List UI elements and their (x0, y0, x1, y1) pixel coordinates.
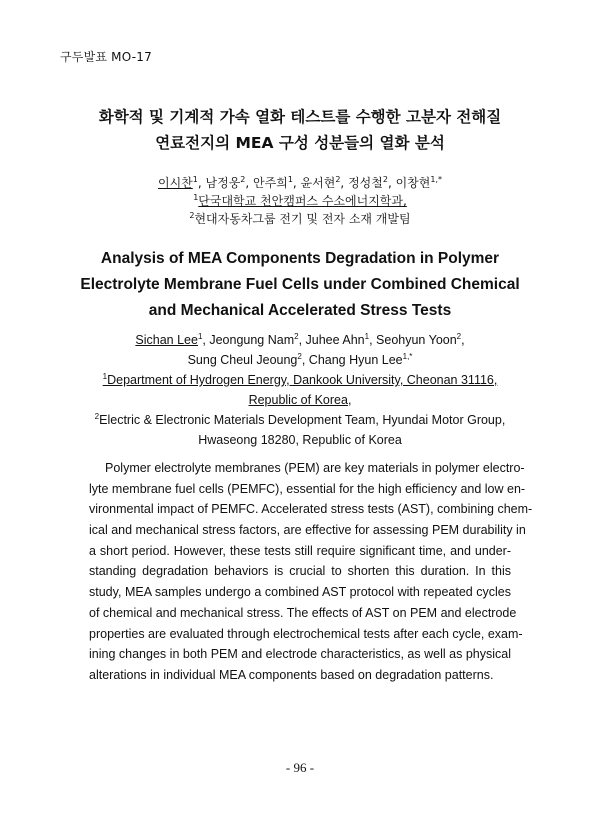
affiliation-text: Republic of Korea (248, 393, 348, 407)
session-label: 구두발표 MO-17 (60, 50, 152, 64)
author-name: 남정웅 (205, 176, 241, 190)
english-title-line-2: Electrolyte Membrane Fuel Cells under Combined Chemical (80, 276, 520, 293)
abstract (89, 458, 533, 686)
abstract-line: ical and mechanical stress factors, are effective for assessing PEM durability in (89, 523, 526, 538)
korean-affiliation-2 (40, 210, 560, 228)
korean-affiliation-1 (40, 192, 560, 210)
korean-title-line-1: 화학적 및 기계적 가속 열화 테스트를 수행한 고분자 전해질 (98, 108, 502, 126)
author-name: Sung Cheul Jeoung (187, 353, 298, 367)
author-name: 윤서현 (300, 176, 336, 190)
abstract-line: lyte membrane fuel cells (PEMFC), essential for the high efficiency and low en- (89, 481, 526, 496)
author-affiliation-marker: 2 (297, 351, 302, 361)
author-affiliation-marker: 1 (197, 331, 203, 341)
affiliation-marker: 1 (102, 371, 108, 381)
author-name: Juhee Ahn (305, 333, 365, 347)
affiliation-marker: 1 (193, 193, 199, 202)
korean-title-line-2: 연료전지의 MEA 구성 성분들의 열화 분석 (155, 134, 445, 152)
abstract-line: study, MEA samples undergo a combined AST protocol with repeated cycles (89, 585, 511, 600)
english-authors-line-1: Sichan Lee$^1$, Jeongung Nam$^2$, Juhee Ahn$^1$, Seohyun Yoon$^2$, (135, 331, 465, 347)
affiliation-marker: 2 (189, 211, 195, 220)
author-affiliation-marker: 2 (382, 175, 388, 184)
abstract-line: properties are evaluated through electrochemical tests after each cycle, exam- (89, 626, 523, 641)
author-affiliation-marker: 2 (294, 331, 299, 341)
author-affiliation-marker: 2 (335, 175, 341, 184)
affiliation-suffix: , (347, 393, 352, 407)
author-name: 이시찬 (158, 176, 193, 190)
abstract-line: Polymer electrolyte membranes (PEM) are key materials in polymer electro- (105, 461, 525, 475)
abstract-line: standing degradation behaviors is crucial to shorten this duration. In this (89, 564, 511, 579)
english-title-line-1: Analysis of MEA Components Degradation in Polymer (100, 250, 500, 267)
affiliation-marker: 2 (94, 411, 100, 421)
author-name: 정성철 (348, 176, 383, 190)
abstract-line: of chemical and mechanical stress. The effects of AST on PEM and electrode (89, 605, 517, 620)
english-affiliation-2-line-1 (40, 410, 560, 430)
english-title-line-3: and Mechanical Accelerated Stress Tests (148, 302, 452, 319)
affiliation-text: 현대자동차그룹 전기 및 전자 소재 개발팀 (194, 212, 411, 226)
author-name: 안주희 (253, 176, 288, 190)
author-name: Sichan Lee (135, 333, 198, 347)
english-affiliation-2-line-2: Hwaseong 18280, Republic of Korea (198, 433, 402, 447)
author-affiliation-marker: 1,* (402, 351, 413, 361)
author-affiliation-marker: 1 (287, 175, 293, 184)
author-name: 이창현 (395, 176, 431, 190)
affiliation-text: 단국대학교 천안캠퍼스 수소에너지학과, (198, 194, 407, 208)
author-affiliation-marker: 1 (364, 331, 370, 341)
author-name: Jeongung Nam (209, 333, 295, 347)
korean-authors: 이시찬$^1$, 남정웅$^2$, 안주희$^1$, 윤서현$^2$, 정성철$^2$, 이창현$^{1,*}$ (158, 175, 442, 190)
abstract-line: alterations in individual MEA components based on degradation patterns. (89, 667, 494, 682)
english-affiliation-1-line-2 (40, 390, 560, 410)
abstract-line: a short period. However, these tests still require significant time, and under- (89, 543, 511, 558)
abstract-line: ining changes in both PEM and electrode characteristics, as well as physical (89, 647, 511, 662)
affiliation-underlined (103, 373, 498, 387)
author-affiliation-marker: 2 (456, 331, 462, 341)
affiliation-text: Department of Hydrogen Energy, Dankook University, Cheonan 31116, (107, 373, 498, 387)
author-affiliation-marker: 1,* (430, 175, 442, 184)
english-authors-line-2: Sung Cheul Jeoung$^2$, Chang Hyun Lee$^{1,*}$ (187, 351, 413, 367)
author-affiliation-marker: 2 (240, 175, 246, 184)
english-affiliation-1-line-1 (40, 370, 560, 390)
author-name: Seohyun Yoon (376, 333, 457, 347)
author-name: Chang Hyun Lee (308, 353, 403, 367)
page-number: - 96 - (285, 760, 315, 775)
affiliation-text: Electric & Electronic Materials Development Team, Hyundai Motor Group, (99, 413, 506, 427)
abstract-line: vironmental impact of PEMFC. Accelerated stress tests (AST), combining chem- (89, 502, 533, 517)
author-affiliation-marker: 1 (192, 175, 198, 184)
